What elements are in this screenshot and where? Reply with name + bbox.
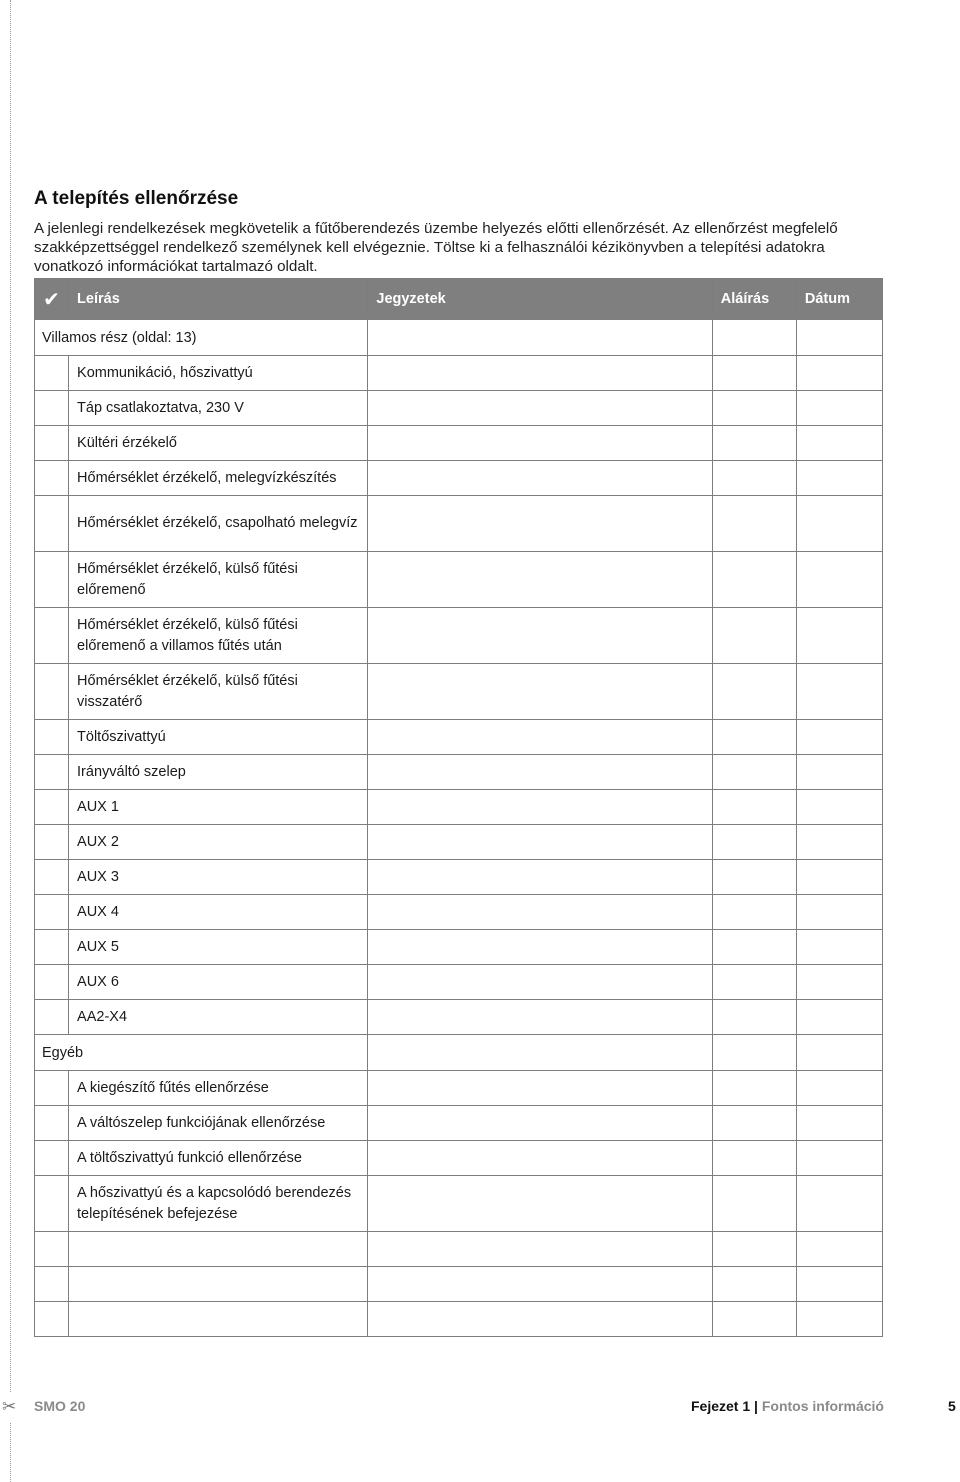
notes-cell[interactable] (368, 608, 712, 664)
header-signature: Aláírás (712, 279, 796, 320)
date-cell[interactable] (796, 426, 882, 461)
date-cell[interactable] (796, 1141, 882, 1176)
check-cell[interactable] (35, 1302, 69, 1337)
notes-cell[interactable] (368, 1232, 712, 1267)
check-cell[interactable] (35, 1071, 69, 1106)
date-cell[interactable] (796, 755, 882, 790)
check-cell[interactable] (35, 1106, 69, 1141)
description-cell[interactable] (69, 1232, 368, 1267)
intro-paragraph: A jelenlegi rendelkezések megkövetelik a fűtőberendezés üzembe helyezés előtti ellenőrzését. Az ellenőrzést megfelelő szakképzettséggel rendelkező személynek kell elvégeznie. Töltse ki a felhasználói kézikönyvben a telepítési adatokra vonatkozó információkat tartalmazó oldalt. (34, 220, 838, 275)
check-cell[interactable] (35, 356, 69, 391)
check-cell[interactable] (35, 1141, 69, 1176)
date-cell[interactable] (796, 1232, 882, 1267)
table-row (35, 860, 883, 895)
table-row (35, 552, 883, 608)
signature-cell[interactable] (712, 1176, 796, 1232)
check-cell[interactable] (35, 860, 69, 895)
signature-cell[interactable] (712, 496, 796, 552)
date-cell[interactable] (796, 664, 882, 720)
table-header (35, 279, 883, 320)
check-cell[interactable] (35, 552, 69, 608)
signature-cell[interactable] (712, 1035, 796, 1071)
date-cell[interactable] (796, 461, 882, 496)
table-row (35, 1000, 883, 1035)
table-row (35, 755, 883, 790)
item-description: AUX 5 (69, 930, 368, 965)
item-description: Kültéri érzékelő (69, 426, 368, 461)
check-cell[interactable] (35, 930, 69, 965)
header-notes: Jegyzetek (368, 279, 712, 320)
item-description: A váltószelep funkciójának ellenőrzése (69, 1106, 368, 1141)
scissors-icon: ✂ (2, 1392, 16, 1422)
item-description: A kiegészítő fűtés ellenőrzése (69, 1071, 368, 1106)
group-row (35, 1035, 883, 1071)
table-row (35, 426, 883, 461)
table-row (35, 1071, 883, 1106)
date-cell[interactable] (796, 1267, 882, 1302)
date-cell[interactable] (796, 720, 882, 755)
check-cell[interactable] (35, 790, 69, 825)
check-cell[interactable] (35, 426, 69, 461)
date-cell[interactable] (796, 895, 882, 930)
item-description: Töltőszivattyú (69, 720, 368, 755)
notes-cell[interactable] (368, 895, 712, 930)
check-cell[interactable] (35, 496, 69, 552)
check-cell[interactable] (35, 391, 69, 426)
footer-separator: | (754, 1398, 758, 1414)
table-row (35, 720, 883, 755)
table-row (35, 461, 883, 496)
table-row (35, 1176, 883, 1232)
item-description: Irányváltó szelep (69, 755, 368, 790)
signature-cell[interactable] (712, 461, 796, 496)
date-cell[interactable] (796, 608, 882, 664)
item-description: Táp csatlakoztatva, 230 V (69, 391, 368, 426)
signature-cell[interactable] (712, 1267, 796, 1302)
signature-cell[interactable] (712, 1106, 796, 1141)
table-row (35, 825, 883, 860)
table-row (35, 1141, 883, 1176)
group-row (35, 320, 883, 356)
notes-cell[interactable] (368, 1106, 712, 1141)
date-cell[interactable] (796, 930, 882, 965)
check-cell[interactable] (35, 1232, 69, 1267)
notes-cell[interactable] (368, 664, 712, 720)
signature-cell[interactable] (712, 1071, 796, 1106)
item-description: Hőmérséklet érzékelő, külső fűtési visszatérő (69, 664, 368, 720)
footer-section: Fontos információ (761, 1398, 884, 1414)
date-cell[interactable] (796, 1000, 882, 1035)
notes-cell[interactable] (368, 426, 712, 461)
table-row (35, 1232, 883, 1267)
notes-cell[interactable] (368, 1035, 712, 1071)
check-cell[interactable] (35, 825, 69, 860)
notes-cell[interactable] (368, 391, 712, 426)
notes-cell[interactable] (368, 496, 712, 552)
footer-product: SMO 20 (34, 1398, 86, 1414)
notes-cell[interactable] (368, 461, 712, 496)
signature-cell[interactable] (712, 356, 796, 391)
table-row (35, 930, 883, 965)
check-cell[interactable] (35, 895, 69, 930)
item-description: AUX 3 (69, 860, 368, 895)
check-cell[interactable] (35, 664, 69, 720)
table-row (35, 356, 883, 391)
table-row (35, 790, 883, 825)
item-description: A töltőszivattyú funkció ellenőrzése (69, 1141, 368, 1176)
notes-cell[interactable] (368, 790, 712, 825)
signature-cell[interactable] (712, 895, 796, 930)
table-row (35, 496, 883, 552)
header-description: Leírás (69, 279, 368, 320)
check-cell[interactable] (35, 1176, 69, 1232)
notes-cell[interactable] (368, 1267, 712, 1302)
date-cell[interactable] (796, 1176, 882, 1232)
table-row (35, 664, 883, 720)
date-cell[interactable] (796, 356, 882, 391)
signature-cell[interactable] (712, 608, 796, 664)
notes-cell[interactable] (368, 320, 712, 356)
page-number: 5 (948, 1398, 956, 1414)
table-row (35, 895, 883, 930)
table-row (35, 965, 883, 1000)
signature-cell[interactable] (712, 320, 796, 356)
date-cell[interactable] (796, 391, 882, 426)
check-cell[interactable] (35, 965, 69, 1000)
checklist-table (34, 278, 883, 1337)
item-description: AUX 2 (69, 825, 368, 860)
item-description: AUX 6 (69, 965, 368, 1000)
date-cell[interactable] (796, 552, 882, 608)
signature-cell[interactable] (712, 1141, 796, 1176)
date-cell[interactable] (796, 1106, 882, 1141)
notes-cell[interactable] (368, 552, 712, 608)
signature-cell[interactable] (712, 1000, 796, 1035)
footer-chapter: Fejezet 1 (691, 1398, 751, 1414)
check-cell[interactable] (35, 1267, 69, 1302)
item-description: Hőmérséklet érzékelő, külső fűtési előremenő a villamos fűtés után (69, 608, 368, 664)
signature-cell[interactable] (712, 825, 796, 860)
group-label: Egyéb (35, 1035, 368, 1071)
signature-cell[interactable] (712, 930, 796, 965)
notes-cell[interactable] (368, 755, 712, 790)
item-description: AA2-X4 (69, 1000, 368, 1035)
cut-line (10, 0, 11, 1482)
signature-cell[interactable] (712, 552, 796, 608)
table-row (35, 391, 883, 426)
check-cell[interactable] (35, 720, 69, 755)
check-cell[interactable] (35, 1000, 69, 1035)
item-description: Hőmérséklet érzékelő, csapolható melegvíz (69, 496, 368, 552)
notes-cell[interactable] (368, 930, 712, 965)
check-cell[interactable] (35, 755, 69, 790)
checkmark-icon: ✔ (35, 279, 69, 320)
item-description: Kommunikáció, hőszivattyú (69, 356, 368, 391)
notes-cell[interactable] (368, 356, 712, 391)
signature-cell[interactable] (712, 790, 796, 825)
notes-cell[interactable] (368, 825, 712, 860)
description-cell[interactable] (69, 1302, 368, 1337)
item-description: AUX 1 (69, 790, 368, 825)
date-cell[interactable] (796, 496, 882, 552)
table-row (35, 1267, 883, 1302)
signature-cell[interactable] (712, 664, 796, 720)
item-description: Hőmérséklet érzékelő, melegvízkészítés (69, 461, 368, 496)
signature-cell[interactable] (712, 1232, 796, 1267)
signature-cell[interactable] (712, 965, 796, 1000)
check-cell[interactable] (35, 608, 69, 664)
signature-cell[interactable] (712, 860, 796, 895)
check-cell[interactable] (35, 461, 69, 496)
description-cell[interactable] (69, 1267, 368, 1302)
date-cell[interactable] (796, 860, 882, 895)
notes-cell[interactable] (368, 860, 712, 895)
date-cell[interactable] (796, 1302, 882, 1337)
notes-cell[interactable] (368, 1071, 712, 1106)
notes-cell[interactable] (368, 1176, 712, 1232)
date-cell[interactable] (796, 825, 882, 860)
table-row (35, 608, 883, 664)
item-description: Hőmérséklet érzékelő, külső fűtési előremenő (69, 552, 368, 608)
signature-cell[interactable] (712, 1302, 796, 1337)
date-cell[interactable] (796, 1035, 882, 1071)
notes-cell[interactable] (368, 720, 712, 755)
notes-cell[interactable] (368, 1000, 712, 1035)
date-cell[interactable] (796, 1071, 882, 1106)
table-row (35, 1106, 883, 1141)
group-label: Villamos rész (oldal: 13) (35, 320, 368, 356)
signature-cell[interactable] (712, 720, 796, 755)
notes-cell[interactable] (368, 1302, 712, 1337)
signature-cell[interactable] (712, 426, 796, 461)
notes-cell[interactable] (368, 1141, 712, 1176)
date-cell[interactable] (796, 965, 882, 1000)
header-date: Dátum (796, 279, 882, 320)
item-description: A hőszivattyú és a kapcsolódó berendezés telepítésének befejezése (69, 1176, 368, 1232)
item-description: AUX 4 (69, 895, 368, 930)
notes-cell[interactable] (368, 965, 712, 1000)
date-cell[interactable] (796, 790, 882, 825)
signature-cell[interactable] (712, 391, 796, 426)
footer-chapter-info (691, 1398, 884, 1414)
page-title: A telepítés ellenőrzése (34, 188, 239, 209)
table-row (35, 1302, 883, 1337)
signature-cell[interactable] (712, 755, 796, 790)
date-cell[interactable] (796, 320, 882, 356)
